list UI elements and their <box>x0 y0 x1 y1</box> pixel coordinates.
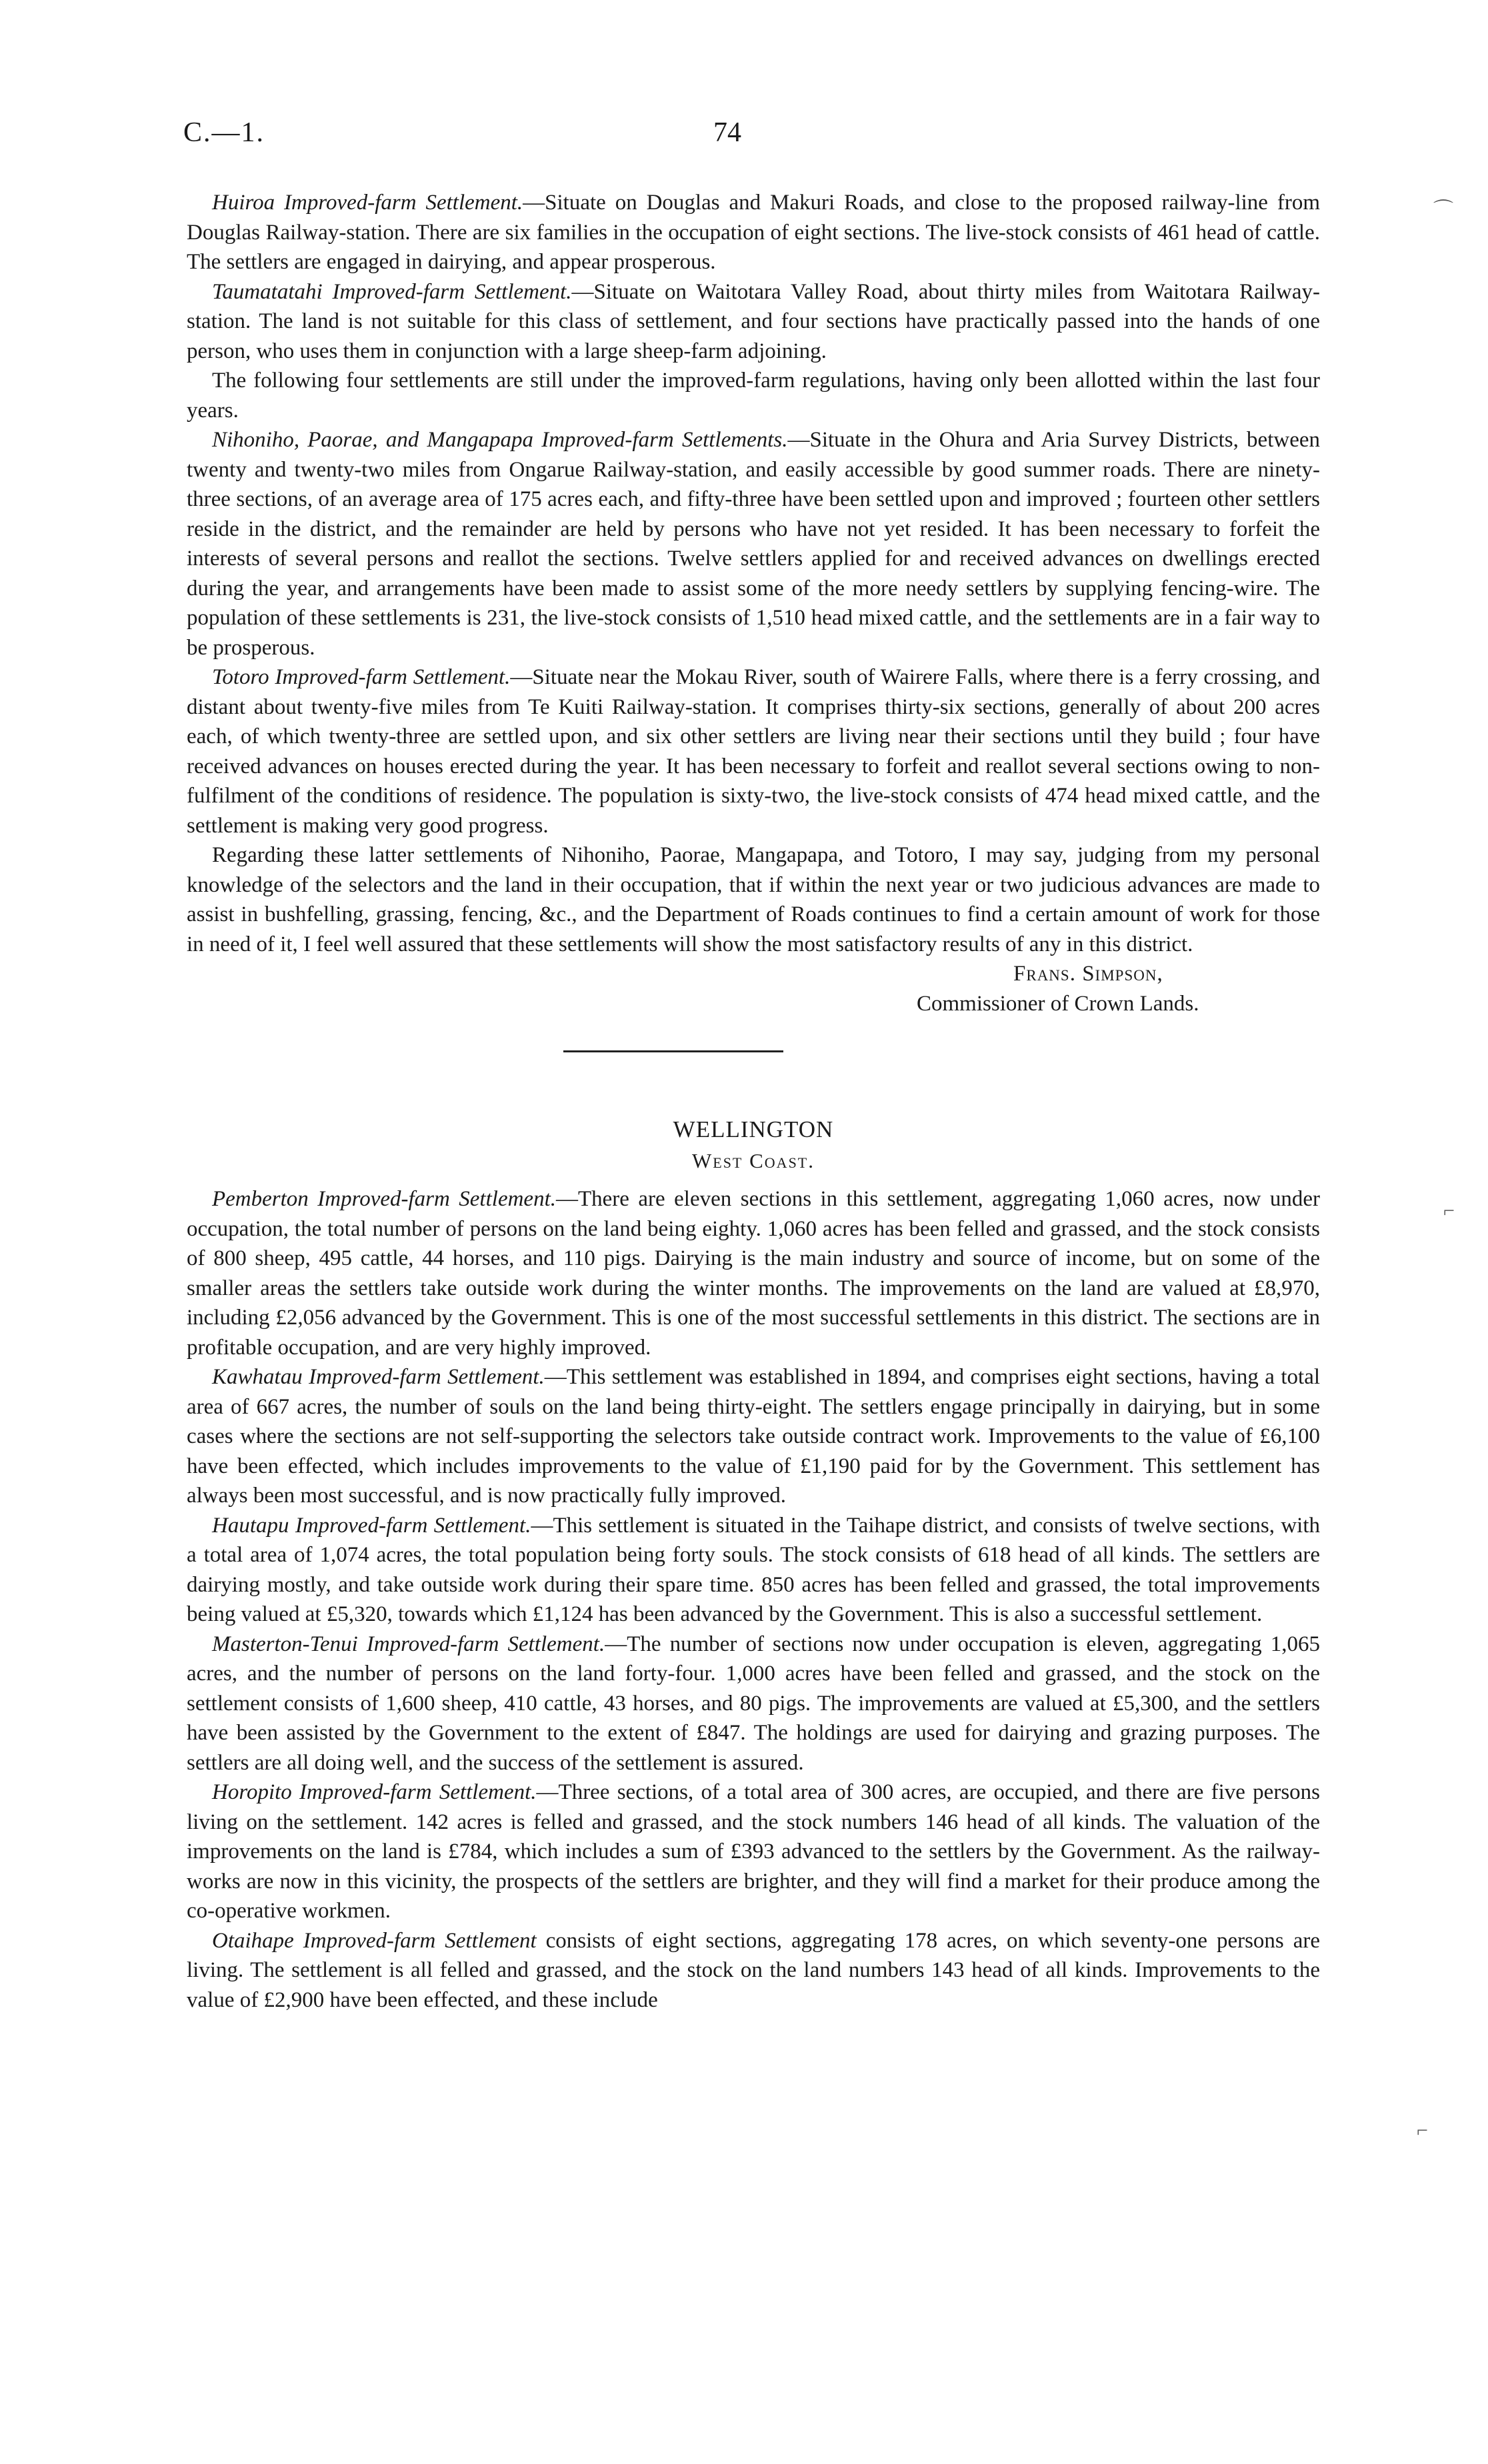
paragraph-text: —Three sections, of a total area of 300 acres, are occupied, and there are five persons living on the settlement. 142 acres is felled and grassed, and the stock numbers 146 head of all kinds. The valuation of the improvements on the land is £784, which includes a sum of £393 advanced to the settlers by the Government. As the railway-works are now in this vicinity, the prospects of the settlers are brighter, and they will find a market for their produce among the co-operative workmen. <box>187 1780 1321 1923</box>
paragraph-title: Horopito Improved-farm Settlement. <box>212 1780 537 1804</box>
signature-title: Commissioner of Crown Lands. <box>917 991 1199 1016</box>
paragraph <box>187 366 1320 425</box>
paragraph <box>187 188 1320 277</box>
paragraph <box>187 1511 1320 1630</box>
paragraph-group-2 <box>187 1184 1320 2015</box>
paragraph <box>187 662 1320 840</box>
margin-mark: ⌐ <box>1417 2119 1428 2141</box>
paragraph <box>187 1184 1320 1362</box>
paragraph <box>187 1778 1320 1926</box>
paragraph-text: —The number of sections now under occupation is eleven, aggregating 1,065 acres, and the number of persons on the land forty-four. 1,000 acres have been felled and grassed, and the stock on the settlement consists of 1,600 sheep, 410 cattle, 43 horses, and 80 pigs. The improvements are valued at £5,300, and the settlers have been assisted by the Government to the extent of £847. The holdings are used for dairying and grazing purposes. The settlers are all doing well, and the success of the settlement is assured. <box>187 1632 1321 1775</box>
paragraph <box>187 1630 1320 1778</box>
page-header <box>183 117 1317 157</box>
paragraph-title: Masterton-Tenui Improved-farm Settlement. <box>212 1632 605 1656</box>
paragraph-text: —Situate near the Mokau River, south of Wairere Falls, where there is a ferry crossing, and distant about twenty-five miles from Te Kuiti Railway-station. It comprises thirty-six sections, generally of about 200 acres each, of which twenty-three are settled upon, and six other settlers are living near their sections until they build ; four have received advances on houses erected during the year. It has been necessary to forfeit and reallot several sections owing to non-fulfilment of the conditions of residence. The population is sixty-two, the live-stock consists of 474 head mixed cattle, and the settlement is making very good progress. <box>187 665 1320 838</box>
paragraph-text: —This settlement is situated in the Taihape district, and consists of twelve sections, with a total area of 1,074 acres, the total population being forty souls. The stock consists of 618 head of all kinds. The settlers are dairying mostly, and take outside work during their spare time. 850 acres has been felled and grassed, the total improvements being valued at £5,320, towards which £1,124 has been advanced by the Government. This is also a successful settlement. <box>187 1513 1320 1626</box>
paragraph-title: Hautapu Improved-farm Settlement. <box>212 1513 531 1538</box>
paragraph-title: Taumatatahi Improved-farm Settlement. <box>212 279 572 304</box>
paragraph <box>187 1362 1320 1511</box>
paragraph-title: Huiroa Improved-farm Settlement. <box>212 191 523 215</box>
paragraph <box>187 425 1320 662</box>
page-number: 74 <box>713 117 741 148</box>
document-body <box>187 188 1320 2015</box>
paragraph-text: —Situate in the Ohura and Aria Survey Districts, between twenty and twenty-two miles from Ongarue Railway-station, and easily accessible by good summer roads. There are ninety-three sections, of an average area of 175 acres each, and fifty-three have been settled upon and improved ; fourteen other settlers reside in the district, and the remainder are held by persons who have not yet resided. It has been necessary to forfeit the interests of several persons and reallot the sections. Twelve settlers applied for and received advances on dwellings erected during the year, and arrangements have been made to assist some of the more needy settlers by supplying fencing-wire. The population of these settlements is 231, the live-stock consists of 1,510 head mixed cattle, and the settlements are in a fair way to be prosperous. <box>187 428 1320 660</box>
paragraph-title: Totoro Improved-farm Settlement. <box>212 665 511 689</box>
paragraph-group-1 <box>187 188 1320 959</box>
paragraph-title: Nihoniho, Paorae, and Mangapapa Improved-farm Settlements. <box>212 428 788 452</box>
paragraph-text: —There are eleven sections in this settlement, aggregating 1,060 acres, now under occupation, the total number of persons on the land being eighty. 1,060 acres has been felled and grassed, and the stock consists of 800 sheep, 495 cattle, 44 horses, and 110 pigs. Dairying is the main industry and source of income, but on some of the smaller areas the settlers take outside work during the winter months. The improvements on the land are valued at £8,970, including £2,056 advanced by the Government. This is one of the most successful settlements in this district. The sections are in profitable occupation, and are very highly improved. <box>187 1187 1320 1360</box>
paragraph-text: —Situate on Douglas and Makuri Roads, and close to the proposed railway-line from Douglas Railway-station. There are six families in the occupation of eight sections. The live-stock consists of 461 head of cattle. The settlers are engaged in dairying, and appear prosperous. <box>187 191 1320 274</box>
paragraph <box>187 277 1320 367</box>
paragraph-text: Regarding these latter settlements of Nihoniho, Paorae, Mangapapa, and Totoro, I may say, judging from my personal knowledge of the selectors and the land in their occupation, that if within the next year or two judicious advances are made to assist in bushfelling, grassing, fencing, &c., and the Department of Roads continues to find a certain amount of work for those in need of it, I feel well assured that these settlements will show the most satisfactory results of any in this district. <box>187 843 1320 956</box>
paragraph-title: Otaihape Improved-farm Settlement <box>212 1928 537 1953</box>
paragraph-text: —Situate on Waitotara Valley Road, about thirty miles from Waitotara Railway-station. The land is not suitable for this class of settlement, and four sections have practically passed into the hands of one person, who uses them in conjunction with a large sheep-farm adjoining. <box>187 279 1321 363</box>
signature-block <box>187 959 1320 1018</box>
section-subtitle: West Coast. <box>692 1149 815 1172</box>
margin-mark: ⌐ <box>1443 1200 1455 1222</box>
signature-name: Frans. Simpson, <box>1013 962 1163 986</box>
paragraph-title: Pemberton Improved-farm Settlement. <box>212 1187 556 1211</box>
section-title: WELLINGTON <box>673 1116 834 1142</box>
document-code: C.—1. <box>183 117 265 148</box>
paragraph-text: The following four settlements are still under the improved-farm regulations, having only been allotted within the last four years. <box>187 369 1320 423</box>
paragraph-title: Kawhatau Improved-farm Settlement. <box>212 1365 545 1389</box>
paragraph-text: —This settlement was established in 1894, and comprises eight sections, having a total area of 667 acres, the number of souls on the land being thirty-eight. The settlers engage principally in dairying, but in some cases where the sections are not self-supporting the selectors take outside contract work. Improvements to the value of £6,100 have been effected, which includes improvements to the value of £1,190 paid for by the Government. This settlement has always been most successful, and is now practically fully improved. <box>187 1365 1321 1508</box>
section-divider <box>563 1050 783 1052</box>
paragraph-text: consists of eight sections, aggregating 178 acres, on which seventy-one persons are living. The settlement is all felled and grassed, and the stock on the land numbers 143 head of all kinds. Improvements to the value of £2,900 have been effected, and these include <box>187 1928 1320 2012</box>
margin-mark: ⌒ <box>1433 199 1453 221</box>
paragraph <box>187 1926 1320 2015</box>
paragraph <box>187 840 1320 959</box>
